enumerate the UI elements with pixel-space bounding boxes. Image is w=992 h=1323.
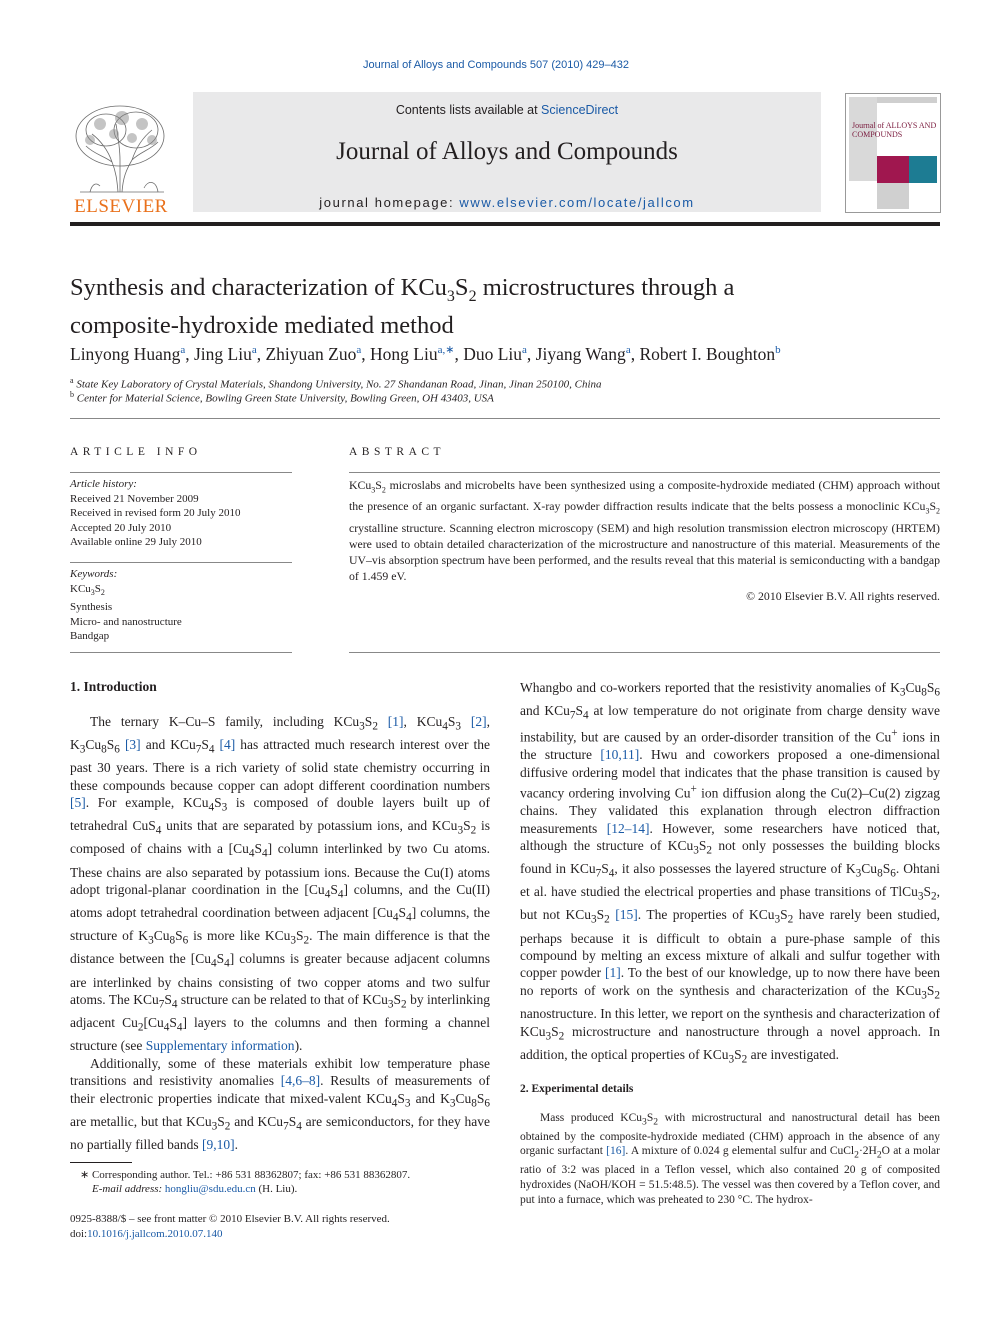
author[interactable]: Duo Liu$^a$ (463, 343, 527, 364)
citation-link[interactable]: [3] (124, 737, 141, 753)
affiliation-b: $^b$ Center for Material Science, Bowling Green State University, Bowling Green, OH 43403, USA (70, 390, 494, 405)
author[interactable]: Robert I. Boughton$^b$ (639, 343, 781, 364)
divider (70, 562, 292, 563)
divider (70, 418, 940, 419)
journal-title: Journal of Alloys and Compounds (336, 138, 678, 165)
keyword-item: Micro- and nanostructure (70, 615, 182, 628)
keyword-item: Synthesis (70, 601, 113, 614)
author[interactable]: Linyong Huang$^a$ (70, 343, 186, 364)
experimental-text: Mass produced $KCu_3S_2$ with microstructural and nanostructural detail has been obtained by the composite-hydroxide mediated (CHM) approach in the absence of any organic surfactant [16]. A mixture of 0.024 g elemental sulfur and $CuCl_2\cdot 2H_2O$ at a molar ratio of 3:2 was placed in a Teflon vessel, which also contained 20 g of composited hydroxides (NaOH/KOH = 51.5:48.5). The vessel was then covered by a Teflon cover, and put into a furnace, which was preheated to 230 °C. The hydrox- (520, 1112, 940, 1206)
abstract-text: $KCu_3S_2$ microslabs and microbelts have been synthesized using a composite-hydroxide mediated (CHM) approach without the presence of an organic surfactant. X-ray powder diffraction results indicate that the belts possess a monoclinic $KCu_3S_2$ crystalline structure. Scanning electron microscopy (SEM) and high resolution transmission electron microscopy (HRTEM) were used to obtain detailed characterization of the microstructure and nanostructure of this material. Measurements of the UV–vis absorption spectrum have been performed, and the results reveal that this material is semiconducting with a bandgap of 1.459 eV. (349, 478, 940, 583)
corresponding-author-note: ∗ Corresponding author. Tel.: +86 531 88362807; fax: +86 531 88362807. (80, 1169, 411, 1181)
author-list: Linyong Huang$^a$, Jing Liu$^a$, Zhiyuan Zuo$^a$, Hong Liu$^{a,∗}$, Duo Liu$^a$, Jiyang Wang$^a$, Robert I. Boughton$^b$ (70, 343, 781, 364)
abstract-copyright: © 2010 Elsevier B.V. All rights reserved. (746, 589, 940, 603)
cover-title: Journal of ALLOYS AND COMPOUNDS (852, 121, 937, 139)
issn-line: 0925-8388/$ – see front matter © 2010 Elsevier B.V. All rights reserved. (70, 1213, 390, 1225)
history-item: Available online 29 July 2010 (70, 536, 202, 548)
contents-prefix: Contents lists available at (395, 103, 542, 117)
doi-line: doi:10.1016/j.jallcom.2010.07.140 (70, 1228, 223, 1240)
author[interactable]: Jing Liu$^a$ (193, 343, 257, 364)
citation-link[interactable]: [1] (387, 714, 404, 729)
citation-link[interactable]: [4] (219, 737, 236, 753)
journal-homepage-line (193, 195, 821, 210)
citation-link[interactable]: [12–14] (606, 820, 650, 836)
author[interactable]: Jiyang Wang$^a$ (535, 343, 631, 364)
history-item: Received 21 November 2009 (70, 492, 199, 505)
affiliation-a: $^a$ State Key Laboratory of Crystal Materials, Shandong University, No. 27 Shandanan Road, Jinan, Jinan 250100, China (70, 376, 602, 391)
section-heading-experimental: 2. Experimental details (520, 1083, 634, 1095)
author[interactable]: Hong Liu$^{a,∗}$ (370, 343, 455, 364)
homepage-link[interactable]: www.elsevier.com/locate/jallcom (459, 195, 695, 210)
citation-link[interactable]: [5] (70, 795, 86, 811)
keyword-item: Bandgap (70, 630, 110, 643)
cover-teal-block (909, 156, 937, 183)
introduction-text-continued: Whangbo and co-workers reported that the resistivity anomalies of $K_3Cu_8S_6$ and $KCu_7S_4$ at low temperature do not originate from charge density wave instability, but are caused by an order-disorder transition of the Cu+ ions in the structure [10,11]. Hwu and coworkers proposed a one-dimensional diffusive ordering model that indicates that the phase transition is caused by vacancy ordering involving Cu+ ion diffusion along the Cu(2)–Cu(2) zigzag chains. They validated this explanation through electron diffraction measurements [12–14]. However, some researchers have noticed that, although the structure of $KCu_3S_2$ not only possesses the building blocks found in $KCu_7S_4$, it also possesses the layered structure of $K_3Cu_8S_6$. Ohtani et al. have studied the electrical properties and phase transitions of $TlCu_3S_2$, but not $KCu_3S_2$ [15]. The properties of $KCu_3S_2$ have rarely been studied, perhaps because it is difficult to obtain a pure-phase sample of this compound by melting an excess mixture of alkali and sulfur together with copper powder [1]. To the best of our knowledge, up to now there have been no reports of work on the synthesis and characterization of the $KCu_3S_2$ nanostructure. In this letter, we report on the synthesis and characterization of $KCu_3S_2$ microstructure and nanostructure through a novel approach. In addition, the optical properties of $KCu_3S_2$ are investigated. (520, 680, 941, 1066)
citation-link[interactable]: [15] (615, 907, 638, 923)
section-heading-introduction: 1. Introduction (70, 679, 157, 694)
citation-link[interactable]: [2] (470, 714, 487, 729)
header-rule (70, 222, 940, 226)
supplementary-link[interactable]: Supplementary information (145, 1038, 295, 1054)
footnote-rule (70, 1162, 132, 1163)
article-history (70, 477, 240, 550)
history-label: Article history: (70, 478, 137, 490)
citation-link[interactable]: [1] (605, 965, 621, 981)
email-link[interactable]: hongliu@sdu.edu.cn (164, 1183, 256, 1195)
homepage-label: journal homepage: (319, 195, 460, 210)
journal-cover-thumbnail (845, 93, 941, 213)
contents-available-line (193, 103, 821, 117)
author[interactable]: Zhiyuan Zuo$^a$ (265, 343, 362, 364)
cover-grey-lower (877, 183, 909, 209)
divider (349, 652, 940, 653)
citation-link[interactable]: [10,11] (600, 747, 640, 763)
citation-link[interactable]: [16] (606, 1145, 626, 1158)
history-item: Accepted 20 July 2010 (70, 521, 172, 534)
keyword-item: $KCu_3S_2$ (70, 582, 105, 597)
citation-link[interactable]: [4,6–8] (280, 1073, 321, 1089)
article-info-heading: ARTICLE INFO (70, 446, 202, 458)
introduction-text: The ternary K–Cu–S family, including $KCu_3S_2$ [1], $KCu_4S_3$ [2], $K_3Cu_8S_6$ [3] and $KCu_7S_4$ [4] has attracted much research interest over the past 30 years. There is a rich variety of solid state chemistry occurring in these compounds because copper can adopt different coordination numbers [5]. For example, $KCu_4S_3$ is composed of double layers built up of tetrahedral CuS$_4$ units that are separated by potassium ions, and $KCu_3S_2$ is composed of chains with a $[Cu_4S_4]$ column interlinked by two Cu atoms. These chains are also separated by potassium ions. Because the Cu(I) atoms adopt trigonal-planar coordination in the $[Cu_4S_4]$ columns, and the Cu(II) atoms adopt tetrahedral coordination between adjacent $[Cu_4S_4]$ columns, the structure of $K_3Cu_8S_6$ is more like $KCu_3S_2$. The main difference is that the distance between the $[Cu_4S_4]$ columns is greater because adjacent columns are interlinked by chains consisting of two copper atoms and two sulfur atoms. The $KCu_7S_4$ structure can be related to that of $KCu_3S_2$ by interlinking adjacent $Cu_2[Cu_4S_4]$ layers to the columns and then forming a channel structure (see Supplementary information). Additionally, some of these materials exhibit low temperature phase transitions and resistivity anomalies [4,6–8]. Results of measurements of their electronic properties indicate that mixed-valent $KCu_4S_3$ and $K_3Cu_8S_6$ are metallic, but that $KCu_3S_2$ and $KCu_7S_4$ are semiconductors, for they have no partially filled bands [9,10]. (70, 714, 491, 1152)
keywords (70, 567, 182, 644)
article-title: Synthesis and characterization of $KCu_3S_2$ microstructures through a composite-hydroxide mediated method (70, 274, 735, 339)
journal-citation[interactable]: Journal of Alloys and Compounds 507 (2010) 429–432 (362, 59, 630, 71)
email-note: E-mail address: hongliu@sdu.edu.cn (H. Liu). (92, 1183, 298, 1195)
elsevier-wordmark: ELSEVIER (74, 196, 168, 217)
doi-link[interactable]: 10.1016/j.jallcom.2010.07.140 (87, 1228, 223, 1240)
citation-link[interactable]: [9,10] (201, 1137, 235, 1152)
divider (70, 472, 292, 473)
sciencedirect-link[interactable]: ScienceDirect (541, 103, 619, 117)
keywords-label: Keywords: (70, 568, 118, 580)
abstract-heading: ABSTRACT (349, 446, 446, 458)
cover-top-strip (877, 97, 937, 103)
cover-magenta-block (877, 156, 909, 183)
history-item: Received in revised form 20 July 2010 (70, 507, 241, 519)
cover-grey-block (849, 97, 877, 181)
divider (70, 652, 292, 653)
divider (349, 472, 940, 473)
